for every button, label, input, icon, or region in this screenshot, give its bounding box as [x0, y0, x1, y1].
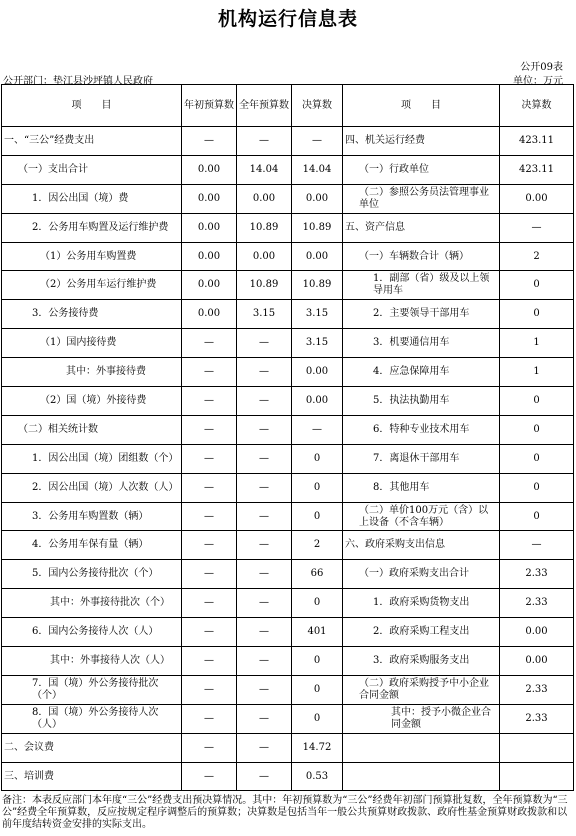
page-title: 机构运行信息表 [217, 8, 358, 30]
budget-full-cell: — [237, 415, 292, 444]
table-row [2, 127, 574, 156]
budget-full-cell: 0.00 [237, 184, 292, 213]
unit-label: 单位：万元 [513, 76, 563, 87]
department-label: 公开部门：垫江县沙坪镇人民政府 [3, 76, 153, 87]
left-item: （2）国（境）外接待费 [2, 387, 182, 416]
right-item: 2．主要领导干部用车 [343, 300, 500, 329]
budget-full-cell: — [237, 647, 292, 676]
right-item: 其中：授予小微企业合同金额 [343, 704, 500, 733]
form-code: 公开09表 [520, 62, 563, 73]
final-right-cell: 0 [500, 300, 574, 329]
left-item: 2．公务用车购置及运行维护费 [2, 213, 182, 242]
budget-initial-cell: — [182, 618, 237, 647]
right-item: 3．机要通信用车 [343, 329, 500, 358]
table-row [2, 675, 574, 704]
final-right-cell: 0 [500, 415, 574, 444]
left-item: 3．公务接待费 [2, 300, 182, 329]
left-item: 4．公务用车保有量（辆） [2, 531, 182, 560]
final-right-cell: 2.33 [500, 560, 574, 589]
header-budget-full: 全年预算数 [237, 85, 292, 127]
table-row [2, 704, 574, 733]
budget-initial-cell: 0.00 [182, 242, 237, 271]
right-item: 1．副部（省）级及以上领导用车 [343, 271, 500, 300]
final-right-cell: 2.33 [500, 704, 574, 733]
table-row [2, 733, 574, 762]
final-left-cell: 66 [292, 560, 343, 589]
table-row [2, 762, 574, 791]
header-final-right: 决算数 [500, 85, 574, 127]
table-row [2, 444, 574, 473]
table-row [2, 473, 574, 502]
table-row [2, 242, 574, 271]
table-row [2, 502, 574, 531]
final-left-cell: 0 [292, 444, 343, 473]
right-item: （二）参照公务员法管理事业单位 [343, 184, 500, 213]
final-left-cell: 10.89 [292, 271, 343, 300]
table-row [2, 415, 574, 444]
right-item: 5．执法执勤用车 [343, 387, 500, 416]
left-item: 一、“三公”经费支出 [2, 127, 182, 156]
final-right-cell: 0.00 [500, 184, 574, 213]
left-item: 三、培训费 [2, 762, 182, 791]
budget-initial-cell: — [182, 647, 237, 676]
table-row [2, 387, 574, 416]
budget-full-cell: — [237, 560, 292, 589]
budget-initial-cell: — [182, 675, 237, 704]
right-item: 7．离退休干部用车 [343, 444, 500, 473]
final-right-cell [500, 733, 574, 762]
budget-initial-cell: — [182, 733, 237, 762]
table-row [2, 589, 574, 618]
budget-full-cell: — [237, 531, 292, 560]
right-item: 2．政府采购工程支出 [343, 618, 500, 647]
final-left-cell: 0 [292, 675, 343, 704]
right-item: （一）政府采购支出合计 [343, 560, 500, 589]
final-right-cell: 423.11 [500, 127, 574, 156]
table-row [2, 155, 574, 184]
budget-full-cell: — [237, 733, 292, 762]
budget-initial-cell: — [182, 387, 237, 416]
right-item [343, 762, 500, 791]
final-left-cell: — [292, 415, 343, 444]
budget-full-cell: — [237, 762, 292, 791]
right-item: 1．政府采购货物支出 [343, 589, 500, 618]
info-table [1, 84, 574, 791]
table-row [2, 184, 574, 213]
right-item [343, 733, 500, 762]
final-right-cell: 423.11 [500, 155, 574, 184]
table-row [2, 618, 574, 647]
final-right-cell: 2.33 [500, 589, 574, 618]
budget-full-cell: — [237, 704, 292, 733]
budget-initial-cell: 0.00 [182, 155, 237, 184]
budget-full-cell: — [237, 473, 292, 502]
right-item: 4．应急保障用车 [343, 358, 500, 387]
table-row [2, 560, 574, 589]
right-item: （一）行政单位 [343, 155, 500, 184]
left-item: 1．因公出国（境）团组数（个） [2, 444, 182, 473]
budget-full-cell: — [237, 675, 292, 704]
left-item: 6．国内公务接待人次（人） [2, 618, 182, 647]
left-item: 其中：外事接待费 [2, 358, 182, 387]
right-item: 五、资产信息 [343, 213, 500, 242]
right-item: 六、政府采购支出信息 [343, 531, 500, 560]
header-final-left: 决算数 [292, 85, 343, 127]
budget-full-cell: — [237, 589, 292, 618]
final-left-cell: 0 [292, 502, 343, 531]
right-item: 四、机关运行经费 [343, 127, 500, 156]
final-left-cell: 0.53 [292, 762, 343, 791]
budget-initial-cell: — [182, 329, 237, 358]
budget-full-cell: — [237, 618, 292, 647]
budget-full-cell: 14.04 [237, 155, 292, 184]
table-header-row [2, 85, 574, 127]
right-item: 6．特种专业技术用车 [343, 415, 500, 444]
budget-full-cell: — [237, 502, 292, 531]
left-item: 3．公务用车购置数（辆） [2, 502, 182, 531]
budget-initial-cell: — [182, 127, 237, 156]
budget-initial-cell: 0.00 [182, 300, 237, 329]
final-right-cell: 2.33 [500, 675, 574, 704]
left-item: （一）支出合计 [2, 155, 182, 184]
budget-initial-cell: — [182, 415, 237, 444]
budget-initial-cell: — [182, 531, 237, 560]
table-row [2, 271, 574, 300]
final-left-cell: 0 [292, 704, 343, 733]
final-right-cell: 0 [500, 473, 574, 502]
table-row [2, 358, 574, 387]
final-left-cell: 0 [292, 589, 343, 618]
budget-initial-cell: — [182, 589, 237, 618]
right-item: （一）车辆数合计（辆） [343, 242, 500, 271]
final-right-cell: 1 [500, 329, 574, 358]
header-item-right: 项 目 [343, 85, 500, 127]
budget-initial-cell: — [182, 762, 237, 791]
left-item: （二）相关统计数 [2, 415, 182, 444]
budget-full-cell: 10.89 [237, 271, 292, 300]
budget-initial-cell: — [182, 444, 237, 473]
right-item: 8．其他用车 [343, 473, 500, 502]
header-item-left: 项 目 [2, 85, 182, 127]
budget-full-cell: — [237, 127, 292, 156]
final-left-cell: 14.04 [292, 155, 343, 184]
left-item: （1）国内接待费 [2, 329, 182, 358]
final-right-cell: 0 [500, 444, 574, 473]
left-item: （1）公务用车购置费 [2, 242, 182, 271]
budget-full-cell: — [237, 358, 292, 387]
budget-full-cell: 0.00 [237, 242, 292, 271]
final-left-cell: 0.00 [292, 358, 343, 387]
table-row [2, 647, 574, 676]
budget-initial-cell: 0.00 [182, 184, 237, 213]
budget-initial-cell: — [182, 704, 237, 733]
final-left-cell: 401 [292, 618, 343, 647]
budget-initial-cell: 0.00 [182, 271, 237, 300]
table-row [2, 329, 574, 358]
final-left-cell: 0.00 [292, 387, 343, 416]
final-right-cell [500, 762, 574, 791]
final-right-cell: 1 [500, 358, 574, 387]
final-left-cell: 3.15 [292, 329, 343, 358]
final-right-cell: — [500, 531, 574, 560]
final-left-cell: 0.00 [292, 184, 343, 213]
budget-full-cell: 10.89 [237, 213, 292, 242]
budget-full-cell: — [237, 329, 292, 358]
final-right-cell: 2 [500, 242, 574, 271]
left-item: 2．因公出国（境）人次数（人） [2, 473, 182, 502]
budget-full-cell: — [237, 444, 292, 473]
right-item: 3．政府采购服务支出 [343, 647, 500, 676]
final-left-cell: 14.72 [292, 733, 343, 762]
table-row [2, 213, 574, 242]
final-right-cell: — [500, 213, 574, 242]
final-right-cell: 0 [500, 387, 574, 416]
budget-initial-cell: — [182, 502, 237, 531]
header-budget-initial: 年初预算数 [182, 85, 237, 127]
left-item: 7．国（境）外公务接待批次（个） [2, 675, 182, 704]
table-row [2, 531, 574, 560]
final-left-cell: 0.00 [292, 242, 343, 271]
budget-initial-cell: — [182, 358, 237, 387]
final-right-cell: 0.00 [500, 647, 574, 676]
left-item: （2）公务用车运行维护费 [2, 271, 182, 300]
final-right-cell: 0.00 [500, 618, 574, 647]
left-item: 二、会议费 [2, 733, 182, 762]
final-left-cell: 3.15 [292, 300, 343, 329]
final-left-cell: 10.89 [292, 213, 343, 242]
footnote: 备注：本表反应部门本年度“三公”经费支出预决算情况。其中：年初预算数为“三公”经费年初部门预算批复数，全年预算数为“三公”经费全年预算数，反应按规定程序调整后的预算数；决算数是包括当年一般公共预算财政拨款、政府性基金预算财政拨款和以前年度结转资金安排的实际支出。 [2, 795, 568, 830]
table-row [2, 300, 574, 329]
right-item: （二）单价100万元（含）以上设备（不含车辆） [343, 502, 500, 531]
budget-initial-cell: 0.00 [182, 213, 237, 242]
final-right-cell: 0 [500, 271, 574, 300]
budget-full-cell: — [237, 387, 292, 416]
budget-initial-cell: — [182, 473, 237, 502]
left-item: 1．因公出国（境）费 [2, 184, 182, 213]
final-left-cell: 2 [292, 531, 343, 560]
final-left-cell: 0 [292, 473, 343, 502]
left-item: 8．国（境）外公务接待人次（人） [2, 704, 182, 733]
final-left-cell: — [292, 127, 343, 156]
budget-full-cell: 3.15 [237, 300, 292, 329]
left-item: 其中：外事接待人次（人） [2, 647, 182, 676]
left-item: 5．国内公务接待批次（个） [2, 560, 182, 589]
right-item: （二）政府采购授予中小企业合同金额 [343, 675, 500, 704]
budget-initial-cell: — [182, 560, 237, 589]
left-item: 其中：外事接待批次（个） [2, 589, 182, 618]
final-right-cell: 0 [500, 502, 574, 531]
final-left-cell: 0 [292, 647, 343, 676]
